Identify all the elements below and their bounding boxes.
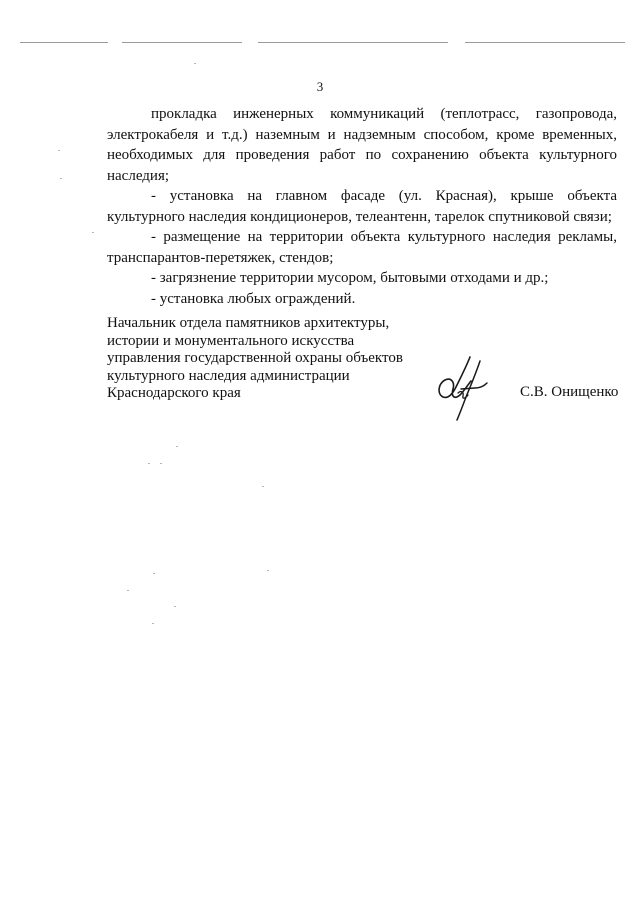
scan-speck xyxy=(262,486,264,487)
scan-speck xyxy=(152,623,154,624)
paragraph-fences: - установка любых ограждений. xyxy=(151,290,356,307)
scan-speck xyxy=(174,606,176,607)
scan-speck xyxy=(92,232,94,233)
scan-speck xyxy=(176,446,178,447)
paragraph-littering: - загрязнение территории мусором, бытовыми отходами и др.; xyxy=(151,270,549,286)
position-line: культурного наследия администрации xyxy=(107,367,350,384)
position-line: Краснодарского края xyxy=(107,385,241,401)
scan-artifact-line xyxy=(20,42,108,43)
page-number: 3 xyxy=(316,79,324,94)
position-line: Начальник отдела памятников архитектуры, xyxy=(107,315,390,331)
body-text xyxy=(107,104,617,309)
position-line: управления государственной охраны объектов xyxy=(107,350,403,366)
paragraph-utility-lines: прокладка инженерных коммуникаций (теплотрасс, газопровода, электрокабеля и т.д.) наземным и надземным способом, кроме временных, необходимых для проведения работ по сохранению объекта культурного наследия; xyxy=(107,106,617,184)
position-line: истории и монументального искусства xyxy=(107,332,355,349)
scan-artifact-line xyxy=(465,42,625,43)
scan-speck xyxy=(160,463,162,464)
scan-speck xyxy=(58,150,60,151)
scan-speck xyxy=(60,178,62,179)
scan-speck xyxy=(267,570,269,571)
scan-speck xyxy=(194,63,196,64)
scan-speck xyxy=(153,573,155,574)
scan-artifact-line xyxy=(258,42,448,43)
signatory-position xyxy=(107,315,407,403)
paragraph-advertising: - размещение на территории объекта культурного наследия рекламы, транспарантов-перетяжек, стендов; xyxy=(107,229,617,266)
signer-name: С.В. Онищенко xyxy=(520,384,619,400)
scan-speck xyxy=(127,590,129,591)
handwritten-signature xyxy=(430,353,494,423)
scan-speck xyxy=(148,463,150,464)
paragraph-facade-equipment: - установка на главном фасаде (ул. Красная), крыше объекта культурного наследия кондиционеров, телеантенн, тарелок спутниковой связи; xyxy=(107,188,617,225)
scan-artifact-line xyxy=(122,42,242,43)
